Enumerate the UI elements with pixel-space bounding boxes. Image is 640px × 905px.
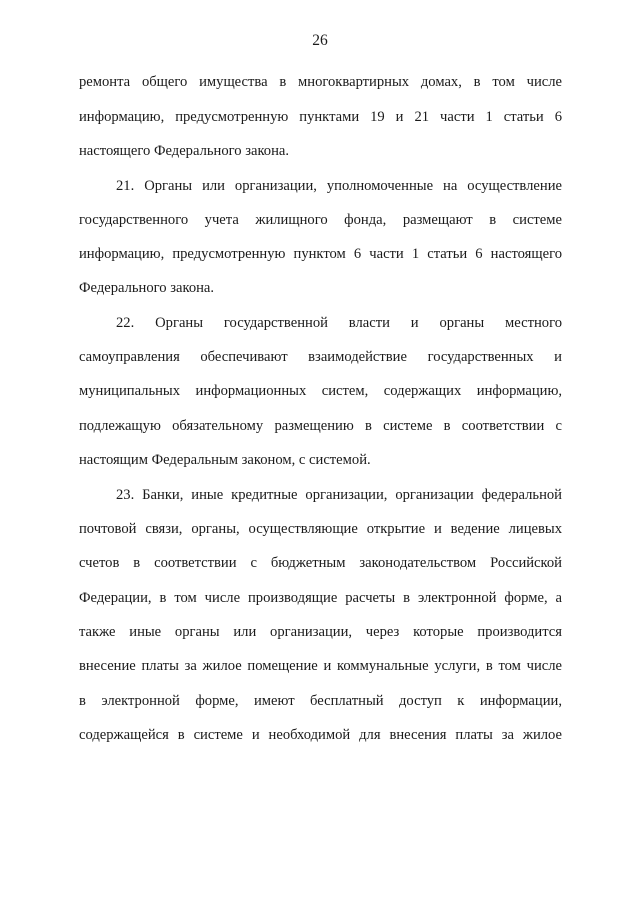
text-line: внесение платы за жилое помещение и коммунальные услуги, в том числе <box>79 658 562 674</box>
page-number: 26 <box>312 32 328 49</box>
text-line: подлежащую обязательному размещению в системе в соответствии с <box>79 418 562 434</box>
text-line: содержащейся в системе и необходимой для внесения платы за жилое <box>79 727 562 743</box>
text-line: 21. Органы или организации, уполномоченные на осуществление <box>116 178 562 194</box>
text-line: счетов в соответствии с бюджетным законодательством Российской <box>79 555 562 571</box>
text-line: Федерального закона. <box>79 280 215 296</box>
text-line: 22. Органы государственной власти и органы местного <box>116 315 562 331</box>
text-line: в электронной форме, имеют бесплатный доступ к информации, <box>79 693 562 709</box>
text-line: информацию, предусмотренную пунктами 19 и 21 части 1 статьи 6 <box>79 109 562 125</box>
text-line: также иные органы или организации, через которые производится <box>79 624 562 640</box>
text-line: 23. Банки, иные кредитные организации, организации федеральной <box>116 487 562 503</box>
text-line: муниципальных информационных систем, содержащих информацию, <box>79 383 562 399</box>
text-line: информацию, предусмотренную пунктом 6 части 1 статьи 6 настоящего <box>79 246 562 262</box>
text-line: государственного учета жилищного фонда, размещают в системе <box>79 212 562 228</box>
text-line: ремонта общего имущества в многоквартирных домах, в том числе <box>79 74 562 90</box>
text-line: почтовой связи, органы, осуществляющие открытие и ведение лицевых <box>79 521 562 537</box>
text-line: Федерации, в том числе производящие расчеты в электронной форме, а <box>79 590 562 606</box>
text-line: самоуправления обеспечивают взаимодействие государственных и <box>79 349 562 365</box>
text-line: настоящим Федеральным законом, с системой. <box>79 452 371 468</box>
text-line: настоящего Федерального закона. <box>79 143 290 159</box>
